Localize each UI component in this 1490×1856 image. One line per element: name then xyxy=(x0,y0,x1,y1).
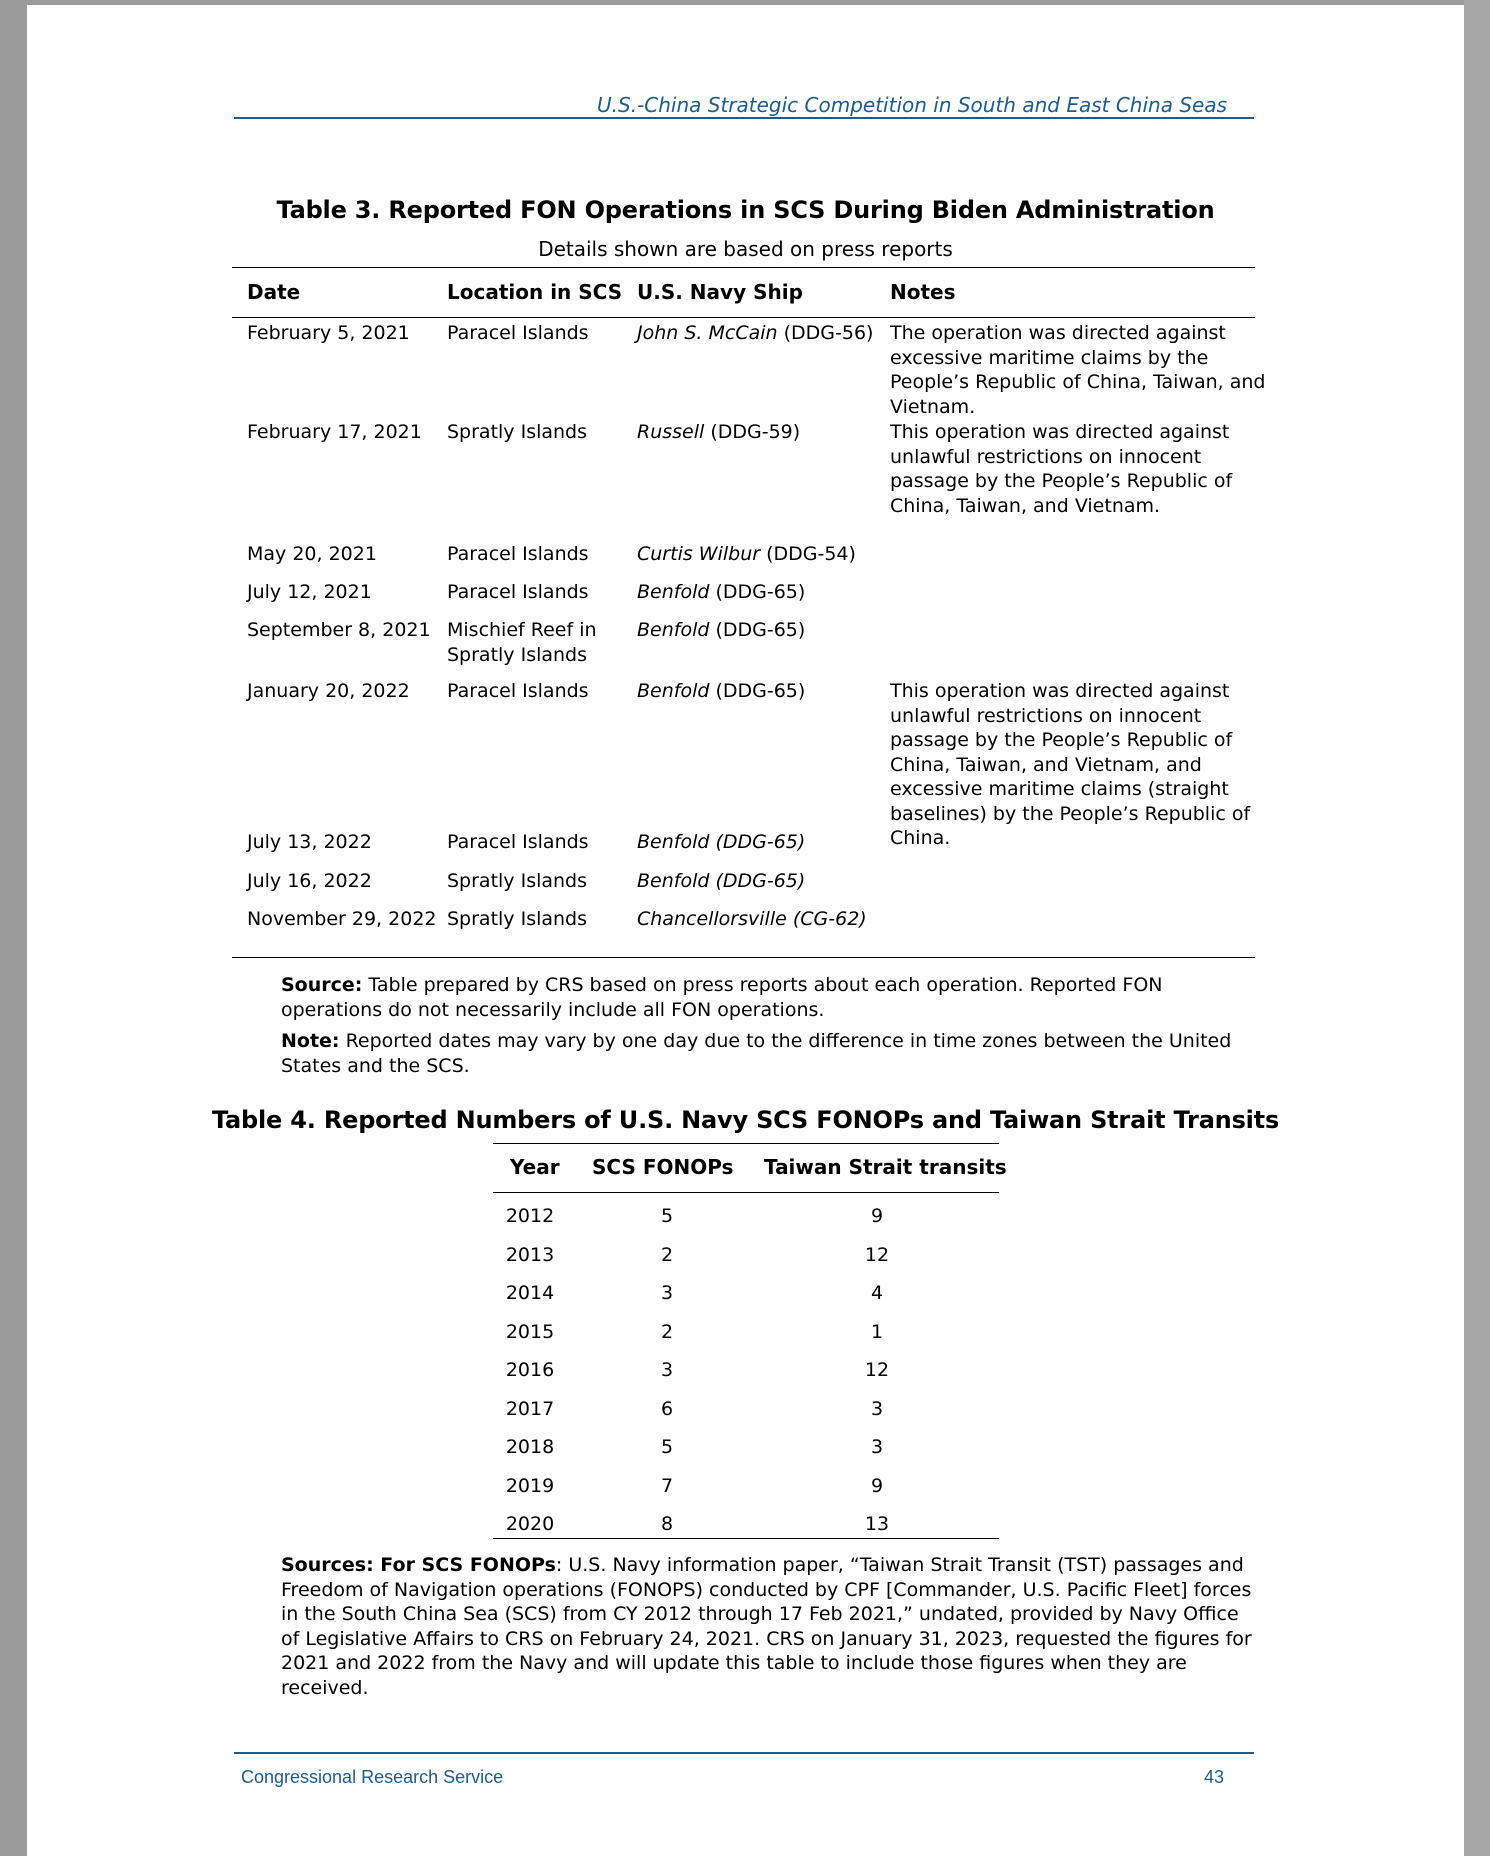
fonops-cell: 5 xyxy=(660,1205,674,1227)
transits-cell: 13 xyxy=(864,1513,890,1535)
running-header: U.S.-China Strategic Competition in South and East China Seas xyxy=(597,93,1227,117)
ship-cell xyxy=(637,580,805,605)
hull-number: (DDG-65) xyxy=(715,619,806,641)
fonops-cell: 5 xyxy=(660,1436,674,1458)
hull-number: (DDG-59) xyxy=(710,421,801,443)
table4-top-rule xyxy=(493,1143,999,1144)
transits-cell: 3 xyxy=(870,1397,884,1420)
fonops-cell: 8 xyxy=(660,1513,674,1535)
table-row xyxy=(27,1281,1464,1319)
table-row xyxy=(27,1474,1464,1512)
notes-cell: This operation was directed against unlawful restrictions on innocent passage by the People’s Republic of China, Taiwan, and Vietnam. xyxy=(890,421,1233,517)
ship-cell xyxy=(637,321,873,346)
document-page xyxy=(27,5,1464,1856)
hull-number: (DDG-54) xyxy=(766,543,856,565)
transits-cell: 3 xyxy=(870,1436,884,1458)
table4-col-fonops: SCS FONOPs xyxy=(592,1155,734,1179)
footer-rule xyxy=(234,1752,1254,1754)
table3-col-notes: Notes xyxy=(890,280,956,304)
year-cell: 2012 xyxy=(505,1205,555,1227)
table3-col-location: Location in SCS xyxy=(447,280,623,304)
table3-col-ship: U.S. Navy Ship xyxy=(637,280,803,304)
year-cell: 2017 xyxy=(505,1397,555,1420)
table3-header-rule xyxy=(232,317,1255,318)
table3-note xyxy=(281,1029,1251,1078)
date-cell: July 16, 2022 xyxy=(247,870,372,892)
location-cell: Spratly Islands xyxy=(447,421,588,443)
table4-bottom-rule xyxy=(493,1538,999,1539)
location-cell: Paracel Islands xyxy=(447,543,589,565)
table-row xyxy=(27,1435,1464,1473)
transits-cell: 1 xyxy=(870,1320,884,1343)
fonops-cell: 6 xyxy=(660,1397,674,1420)
transits-cell: 12 xyxy=(864,1243,890,1266)
date-cell: February 5, 2021 xyxy=(247,322,410,344)
table4-col-year: Year xyxy=(510,1155,560,1179)
ship-cell xyxy=(637,679,805,704)
ship-name: Benfold xyxy=(637,619,710,641)
year-cell: 2014 xyxy=(505,1282,555,1304)
transits-cell: 4 xyxy=(870,1282,884,1304)
fonops-cell: 7 xyxy=(660,1474,674,1497)
year-cell: 2015 xyxy=(505,1320,555,1343)
fonops-cell: 3 xyxy=(660,1282,674,1304)
hull-number: (DDG-65) xyxy=(715,831,806,853)
ship-name: Benfold xyxy=(637,680,710,702)
ship-cell xyxy=(637,542,856,567)
table-row xyxy=(27,1512,1464,1550)
year-cell: 2020 xyxy=(505,1513,555,1535)
date-cell: September 8, 2021 xyxy=(247,619,431,641)
ship-name: Russell xyxy=(637,421,705,443)
ship-cell xyxy=(637,618,805,643)
ship-cell xyxy=(637,420,800,445)
sources-label: Sources: For SCS FONOPs xyxy=(281,1554,556,1576)
table-row xyxy=(27,1397,1464,1435)
location-cell: Spratly Islands xyxy=(447,908,588,930)
source-label: Source: xyxy=(281,974,363,996)
year-cell: 2016 xyxy=(505,1359,555,1381)
source-text: Table prepared by CRS based on press reports about each operation. Reported FON operations do not necessarily include all FON operations. xyxy=(281,974,1163,1021)
hull-number: (DDG-65) xyxy=(715,581,806,603)
table3-bottom-rule xyxy=(232,957,1255,958)
location-cell: Paracel Islands xyxy=(447,831,589,853)
year-cell: 2019 xyxy=(505,1474,555,1497)
transits-cell: 9 xyxy=(870,1205,884,1227)
ship-name: Benfold xyxy=(637,581,710,603)
table-row xyxy=(27,1320,1464,1358)
ship-cell xyxy=(637,907,867,932)
table4-header-rule xyxy=(493,1192,999,1193)
table3-subtitle: Details shown are based on press reports xyxy=(538,237,953,261)
date-cell: November 29, 2022 xyxy=(247,908,437,930)
transits-cell: 9 xyxy=(870,1474,884,1497)
table4-title: Table 4. Reported Numbers of U.S. Navy SCS FONOPs and Taiwan Strait Transits xyxy=(211,1106,1280,1134)
location-cell: Mischief Reef in Spratly Islands xyxy=(447,619,597,666)
fonops-cell: 2 xyxy=(660,1320,674,1343)
ship-name: Benfold xyxy=(637,831,710,853)
ship-name: Benfold xyxy=(637,870,710,892)
notes-cell: The operation was directed against excessive maritime claims by the People’s Republic of China, Taiwan, and Vietnam. xyxy=(890,322,1266,418)
table4-sources-note xyxy=(281,1553,1261,1700)
note-text: Reported dates may vary by one day due to the difference in time zones between the United States and the SCS. xyxy=(281,1030,1232,1077)
notes-cell: This operation was directed against unlawful restrictions on innocent passage by the People’s Republic of China, Taiwan, and Vietnam, and excessive maritime claims (straight baselines) by the People’s Republic of China. xyxy=(890,680,1251,849)
table-row xyxy=(27,1243,1464,1281)
sources-text: : U.S. Navy information paper, “Taiwan Strait Transit (TST) passages and Freedom of Navigation operations (FONOPS) conducted by CPF [Commander, U.S. Pacific Fleet] forces in the South China Sea (SCS) from CY 2012 through 17 Feb 2021,” undated, provided by Navy Office of Legislative Affairs to CRS on February 24, 2021. CRS on January 31, 2023, requested the figures for 2021 and 2022 from the Navy and will update this table to include those figures when they are received. xyxy=(281,1554,1252,1699)
hull-number: (DDG-65) xyxy=(715,870,806,892)
ship-cell xyxy=(637,869,805,894)
hull-number: (DDG-65) xyxy=(715,680,806,702)
year-cell: 2013 xyxy=(505,1243,555,1266)
ship-cell xyxy=(637,830,805,855)
transits-cell: 12 xyxy=(864,1359,890,1381)
fonops-cell: 2 xyxy=(660,1243,674,1266)
date-cell: January 20, 2022 xyxy=(247,680,410,702)
table3-top-rule xyxy=(232,267,1255,268)
ship-name: John S. McCain xyxy=(637,322,778,344)
viewer-margin xyxy=(1464,0,1490,1856)
table-row xyxy=(27,1358,1464,1396)
table4-col-transits: Taiwan Strait transits xyxy=(764,1155,1007,1179)
location-cell: Paracel Islands xyxy=(447,322,589,344)
ship-name: Curtis Wilbur xyxy=(637,543,761,565)
location-cell: Spratly Islands xyxy=(447,870,588,892)
date-cell: July 12, 2021 xyxy=(247,581,372,603)
header-rule xyxy=(234,117,1254,119)
location-cell: Paracel Islands xyxy=(447,581,589,603)
table3-title: Table 3. Reported FON Operations in SCS During Biden Administration xyxy=(276,196,1215,224)
year-cell: 2018 xyxy=(505,1436,555,1458)
hull-number: (CG-62) xyxy=(792,908,867,930)
location-cell: Paracel Islands xyxy=(447,680,589,702)
table3-col-date: Date xyxy=(247,280,301,304)
date-cell: February 17, 2021 xyxy=(247,421,422,443)
footer-publisher: Congressional Research Service xyxy=(241,1767,504,1787)
note-label: Note: xyxy=(281,1030,340,1052)
date-cell: July 13, 2022 xyxy=(247,831,372,853)
page-number: 43 xyxy=(1203,1767,1224,1787)
fonops-cell: 3 xyxy=(660,1359,674,1381)
date-cell: May 20, 2021 xyxy=(247,543,377,565)
table3-source-note xyxy=(281,973,1251,1022)
table-row xyxy=(27,1204,1464,1242)
ship-name: Chancellorsville xyxy=(637,908,787,930)
hull-number: (DDG-56) xyxy=(783,322,874,344)
